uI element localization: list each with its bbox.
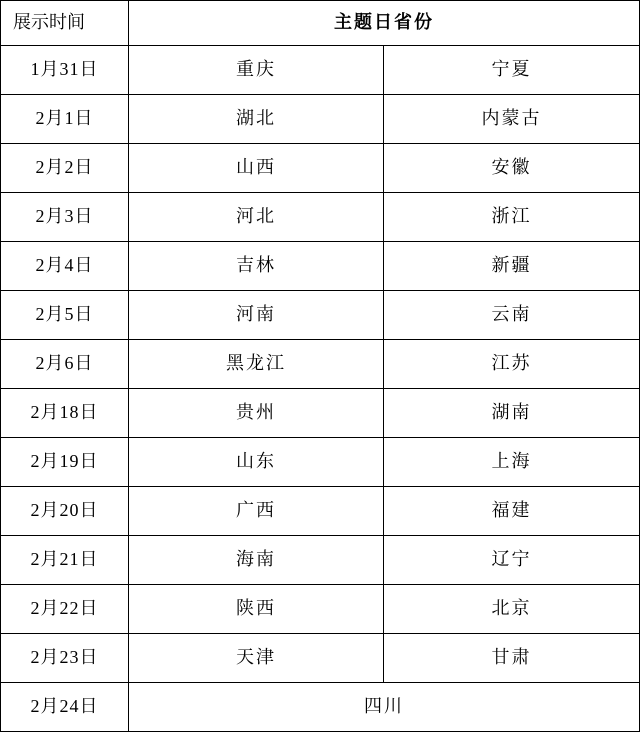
cell-province-2: 甘肃 xyxy=(384,634,640,683)
cell-province-2: 新疆 xyxy=(384,242,640,291)
cell-province-1: 陕西 xyxy=(129,585,384,634)
cell-date: 2月18日 xyxy=(1,389,129,438)
cell-date: 2月22日 xyxy=(1,585,129,634)
cell-province-2: 上海 xyxy=(384,438,640,487)
cell-province-1: 吉林 xyxy=(129,242,384,291)
cell-province-1: 贵州 xyxy=(129,389,384,438)
cell-province-2: 湖南 xyxy=(384,389,640,438)
cell-province-2: 安徽 xyxy=(384,144,640,193)
table-row xyxy=(1,536,640,585)
header-cell-province: 主题日省份 xyxy=(129,1,640,46)
cell-province-2: 浙江 xyxy=(384,193,640,242)
cell-date: 2月1日 xyxy=(1,95,129,144)
cell-date: 2月2日 xyxy=(1,144,129,193)
cell-province-2: 辽宁 xyxy=(384,536,640,585)
table-row xyxy=(1,389,640,438)
cell-province-1: 黑龙江 xyxy=(129,340,384,389)
table-header-row xyxy=(1,1,640,46)
cell-date: 2月5日 xyxy=(1,291,129,340)
table-row xyxy=(1,193,640,242)
cell-province-1: 山西 xyxy=(129,144,384,193)
cell-date: 2月3日 xyxy=(1,193,129,242)
table-row xyxy=(1,242,640,291)
cell-province-1: 重庆 xyxy=(129,46,384,95)
table-row xyxy=(1,340,640,389)
table-row xyxy=(1,585,640,634)
cell-date: 2月24日 xyxy=(1,683,129,732)
table-row xyxy=(1,144,640,193)
table-row xyxy=(1,95,640,144)
cell-date: 2月23日 xyxy=(1,634,129,683)
table-row xyxy=(1,487,640,536)
cell-province-1: 河南 xyxy=(129,291,384,340)
cell-province-2: 福建 xyxy=(384,487,640,536)
cell-province-1: 湖北 xyxy=(129,95,384,144)
table-row xyxy=(1,46,640,95)
header-cell-date: 展示时间 xyxy=(1,1,129,46)
cell-province-1: 山东 xyxy=(129,438,384,487)
cell-province-2: 宁夏 xyxy=(384,46,640,95)
cell-province-2: 云南 xyxy=(384,291,640,340)
cell-date: 2月21日 xyxy=(1,536,129,585)
table-row xyxy=(1,634,640,683)
table-row xyxy=(1,291,640,340)
cell-date: 2月6日 xyxy=(1,340,129,389)
cell-province-1: 天津 xyxy=(129,634,384,683)
table-row xyxy=(1,683,640,732)
cell-date: 2月19日 xyxy=(1,438,129,487)
cell-province-2: 内蒙古 xyxy=(384,95,640,144)
cell-date: 2月20日 xyxy=(1,487,129,536)
table-row xyxy=(1,438,640,487)
cell-province-2: 北京 xyxy=(384,585,640,634)
cell-province-1: 海南 xyxy=(129,536,384,585)
cell-province-1: 河北 xyxy=(129,193,384,242)
cell-date: 1月31日 xyxy=(1,46,129,95)
cell-province-1: 四川 xyxy=(129,683,640,732)
cell-province-1: 广西 xyxy=(129,487,384,536)
cell-date: 2月4日 xyxy=(1,242,129,291)
cell-province-2: 江苏 xyxy=(384,340,640,389)
